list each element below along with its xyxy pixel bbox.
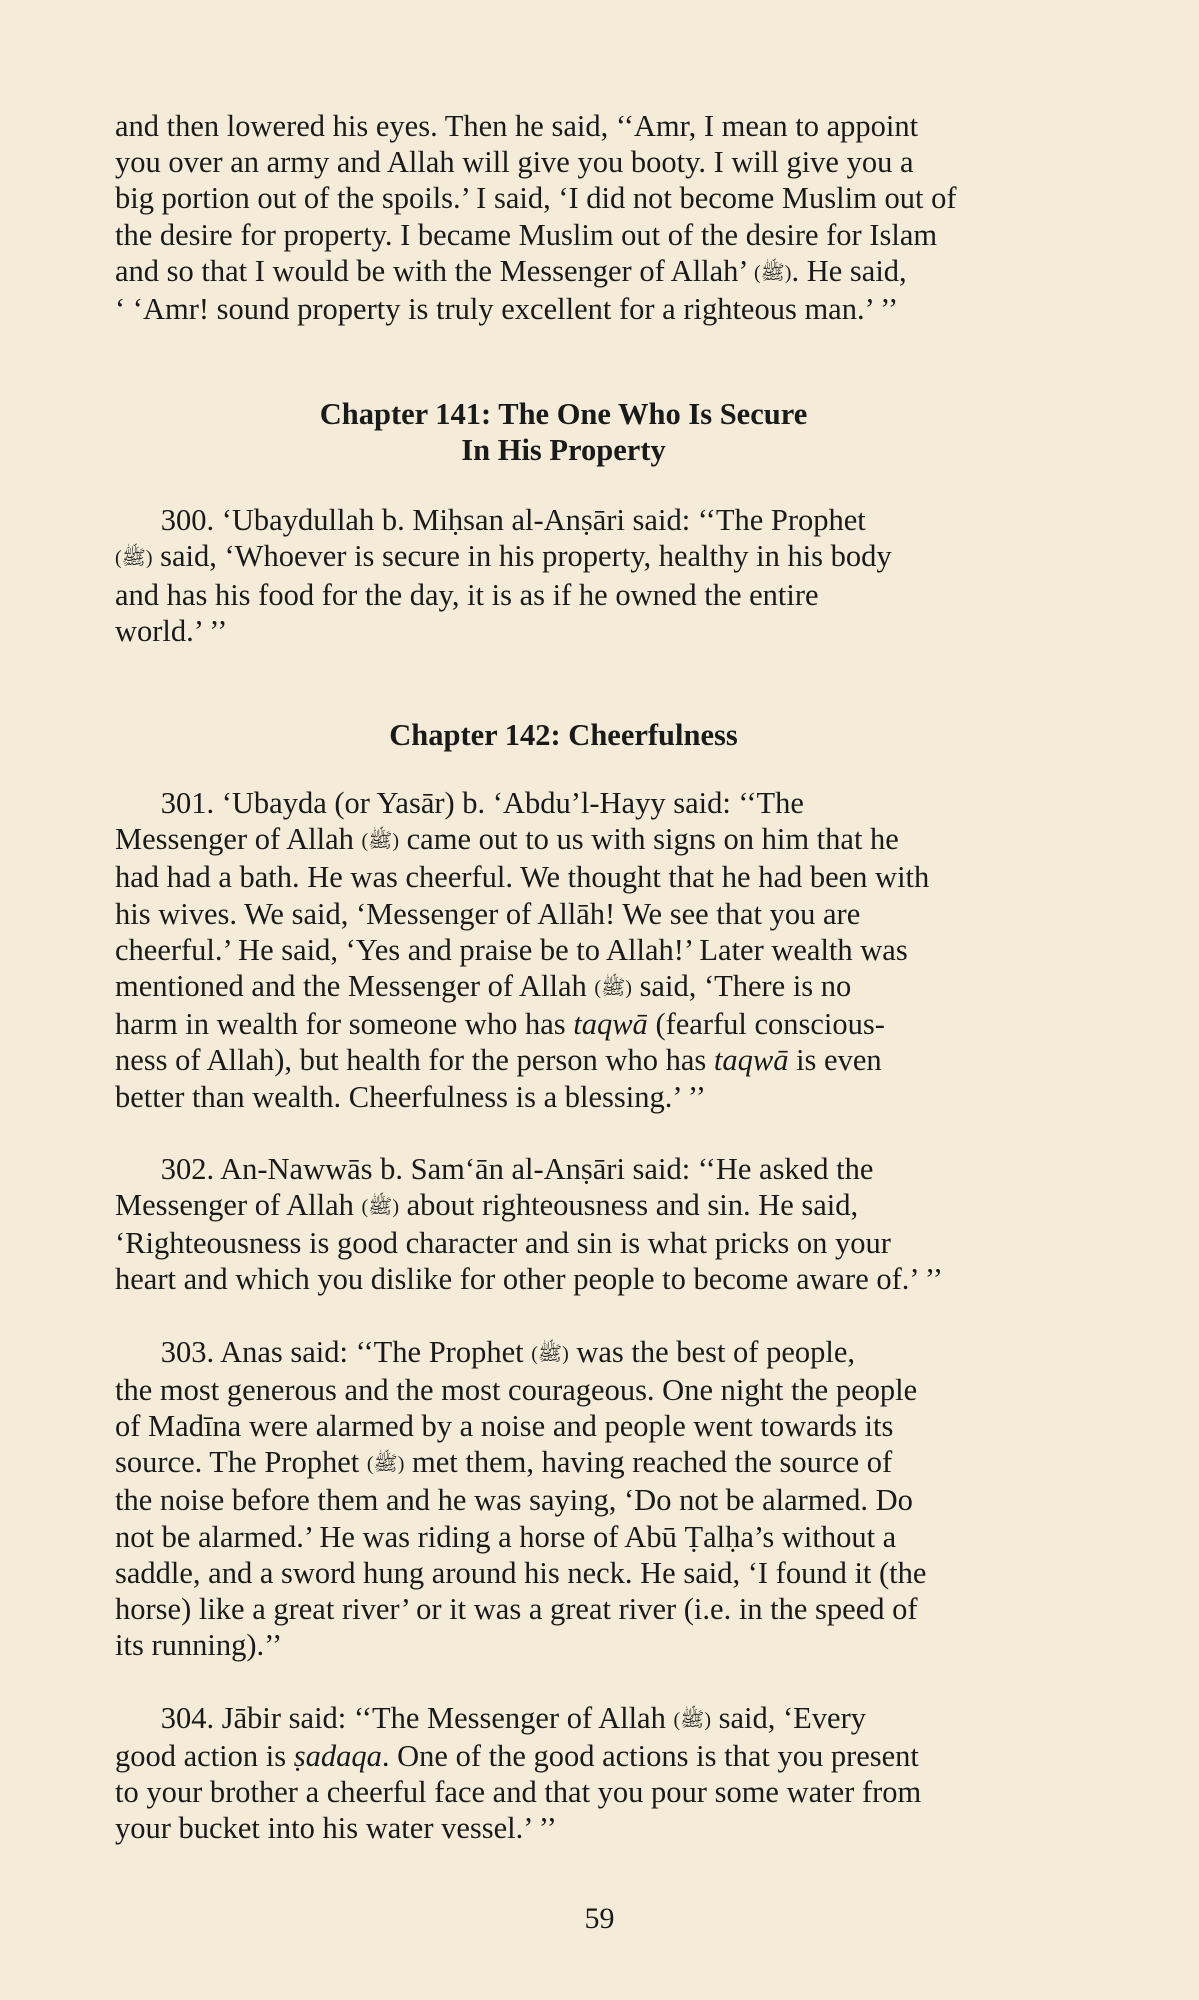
text-line: ‘Righteousness is good character and sin is what pricks on your — [115, 1226, 891, 1261]
page-body — [115, 108, 1012, 1846]
text-segment: was the best of people, — [576, 1334, 856, 1369]
text-line: the most generous and the most courageous. One night the people — [115, 1372, 918, 1407]
text-segment: ‘Ubayda (or Yasār) b. ‘Abdu’l-Hayy said: ‘‘The — [221, 786, 804, 821]
chapter-title-line: Chapter 141: The One Who Is Secure — [319, 397, 808, 432]
text-line: big portion out of the spoils.’ I said, ‘I did not become Muslim out of — [115, 181, 957, 216]
hadith-number: 301. — [160, 786, 215, 821]
text-line: world.’ ’’ — [115, 613, 228, 648]
text-segment: good action is — [115, 1738, 287, 1773]
hadith-number: 303. — [160, 1334, 215, 1369]
text-line: cheerful.’ He said, ‘Yes and praise be to Allah!’ Later wealth was — [115, 932, 908, 967]
text-segment: (fearful conscious- — [655, 1007, 885, 1042]
text-line: better than wealth. Cheerfulness is a blessing.’ ’’ — [115, 1079, 706, 1114]
text-segment: said, ‘Whoever is secure in his property, healthy in his body — [160, 539, 892, 574]
text-line — [115, 502, 1012, 538]
text-line: had had a bath. He was cheerful. We thought that he had been with — [115, 860, 930, 895]
text-line: of Madīna were alarmed by a noise and people went towards its — [115, 1409, 894, 1444]
hadith-303 — [115, 1334, 1012, 1664]
text-line — [115, 538, 1012, 576]
text-segment: said, ‘Every — [718, 1700, 866, 1735]
hadith-302 — [115, 1151, 1012, 1298]
text-segment: is even — [796, 1043, 882, 1078]
text-segment: and so that I would be with the Messenger of Allah’ — [115, 253, 747, 288]
text-line — [115, 253, 1012, 291]
hadith-300 — [115, 502, 1012, 649]
text-segment: Jābir said: ‘‘The Messenger of Allah — [221, 1700, 666, 1735]
text-line — [115, 1700, 1012, 1738]
text-line: not be alarmed.’ He was riding a horse of Abū Ṭalḥa’s without a — [115, 1519, 897, 1554]
text-line — [115, 1151, 1012, 1187]
text-line: the noise before them and he was saying, ‘Do not be alarmed. Do — [115, 1483, 913, 1518]
text-segment: source. The Prophet — [115, 1445, 360, 1480]
text-line: ‘ ‘Amr! sound property is truly excellent for a righteous man.’ ’’ — [115, 292, 899, 327]
text-line — [115, 785, 1012, 821]
text-segment: . One of the good actions is that you present — [381, 1738, 919, 1773]
text-segment: said, ‘There is no — [639, 969, 852, 1004]
salla-symbol: (ﷺ) — [753, 261, 792, 284]
italic-term: taqwā — [713, 1043, 789, 1078]
text-line — [115, 1042, 1012, 1078]
salla-symbol: (ﷺ) — [115, 547, 153, 570]
text-line: the desire for property. I became Muslim out of the desire for Islam — [115, 217, 938, 252]
text-line — [115, 968, 1012, 1006]
text-line: heart and which you dislike for other people to become aware of.’ ’’ — [115, 1262, 943, 1297]
text-segment: Messenger of Allah — [115, 822, 354, 857]
page-number: 59 — [584, 1902, 615, 1935]
chapter-title-line: In His Property — [461, 433, 666, 468]
text-segment: . He said, — [791, 253, 907, 288]
text-line: his wives. We said, ‘Messenger of Allāh! We see that you are — [115, 896, 861, 931]
text-segment: met them, having reached the source of — [412, 1445, 893, 1480]
text-segment: about righteousness and sin. He said, — [406, 1188, 859, 1223]
text-line: your bucket into his water vessel.’ ’’ — [115, 1811, 557, 1846]
text-line: you over an army and Allah will give you booty. I will give you a — [115, 145, 914, 180]
text-segment: mentioned and the Messenger of Allah — [115, 969, 587, 1004]
chapter-142-heading — [115, 717, 1012, 753]
text-line: horse) like a great river’ or it was a great river (i.e. in the speed of — [115, 1592, 918, 1627]
text-line: to your brother a cheerful face and that you pour some water from — [115, 1774, 922, 1809]
text-line: saddle, and a sword hung around his neck. He said, ‘I found it (the — [115, 1555, 927, 1590]
text-line: its running).’’ — [115, 1628, 283, 1663]
chapter-141-heading — [115, 396, 1012, 468]
text-segment: Messenger of Allah — [115, 1188, 354, 1223]
salla-symbol: (ﷺ) — [361, 830, 400, 853]
hadith-number: 302. — [160, 1151, 215, 1186]
text-segment: An-Nawwās b. Sam‘ān al-Anṣāri said: ‘‘He asked the — [220, 1151, 874, 1186]
hadith-304 — [115, 1700, 1012, 1847]
salla-symbol: (ﷺ) — [594, 977, 632, 1000]
hadith-number: 300. — [160, 503, 215, 538]
text-segment: ‘Ubaydullah b. Miḥsan al-Anṣāri said: ‘‘The Prophet — [221, 503, 866, 538]
intro-paragraph — [115, 108, 1012, 327]
text-segment: ness of Allah), but health for the person who has — [115, 1043, 707, 1078]
text-segment: Anas said: ‘‘The Prophet — [220, 1334, 524, 1369]
text-line — [115, 1738, 1012, 1774]
salla-symbol: (ﷺ) — [673, 1708, 711, 1731]
text-line: and has his food for the day, it is as if he owned the entire — [115, 577, 819, 612]
text-line — [115, 1006, 1012, 1042]
salla-symbol: (ﷺ) — [366, 1453, 405, 1476]
hadith-number: 304. — [160, 1700, 215, 1735]
chapter-title-line: Chapter 142: Cheerfulness — [389, 718, 738, 753]
salla-symbol: (ﷺ) — [361, 1196, 400, 1219]
text-line — [115, 1187, 1012, 1225]
text-line — [115, 1444, 1012, 1482]
italic-term: taqwā — [573, 1007, 648, 1042]
text-line — [115, 1334, 1012, 1372]
salla-symbol: (ﷺ) — [531, 1342, 569, 1365]
hadith-301 — [115, 785, 1012, 1115]
text-segment: came out to us with signs on him that he — [406, 822, 899, 857]
text-line — [115, 821, 1012, 859]
text-segment: harm in wealth for someone who has — [115, 1007, 566, 1042]
italic-term: ṣadaqa — [293, 1738, 382, 1773]
text-line: and then lowered his eyes. Then he said, ‘‘Amr, I mean to appoint — [115, 109, 919, 143]
